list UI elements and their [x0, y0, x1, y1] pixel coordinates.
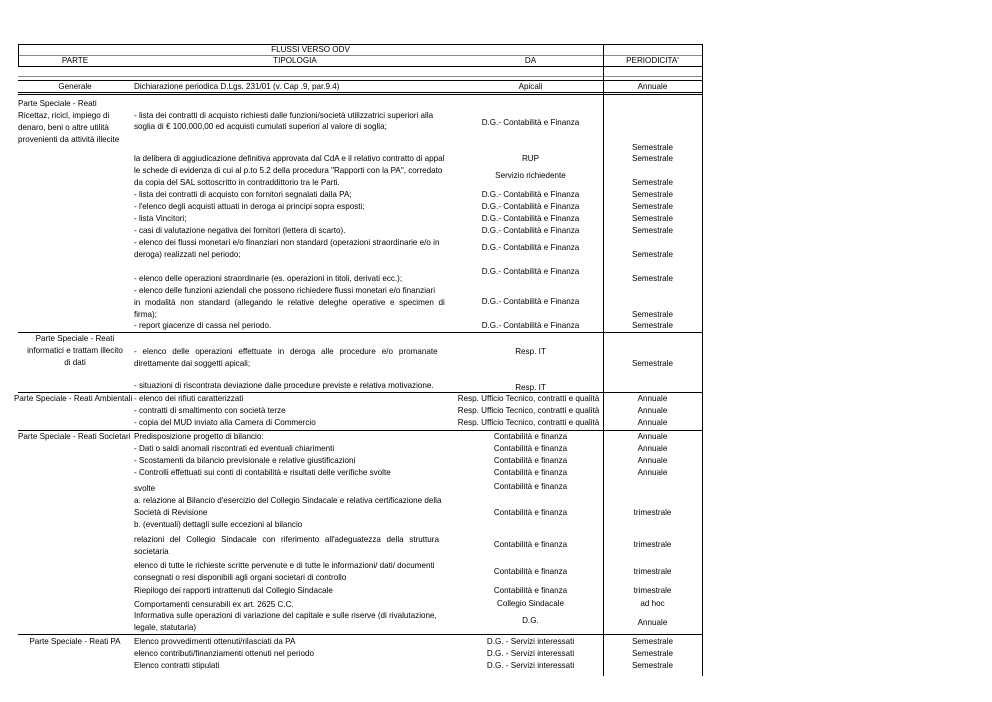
da-cell: D.G. - Servizi interessati [486, 661, 575, 670]
tipologia-cell: - lista dei contratti di acquisto richiesti dalle funzioni/società utilizzatrici superiori alla [134, 111, 434, 120]
tipologia-cell: Dichiarazione periodica D.Lgs. 231/01 (v. Cap .9, par.9.4) [134, 82, 340, 91]
periodicita-cell: Semestrale [632, 202, 673, 211]
parte-ricettazione: denaro, beni o altre utilità [18, 123, 109, 132]
tipologia-cell: - casi di valutazione negativa dei fornitori (lettera di scarto). [134, 226, 346, 235]
da-cell: Apicali [518, 82, 543, 91]
periodicita-cell: Annuale [637, 82, 668, 91]
tipologia-cell: - contratti di smaltimento con società terze [134, 406, 286, 415]
periodicita-cell: Semestrale [632, 250, 673, 259]
parte-ricettazione: Ricettaz, ricicl, impiego di [18, 111, 110, 120]
tipologia-cell: Informativa sulle operazioni di variazione del capitale e sulle riserve (di rivalutazione, [134, 611, 437, 620]
parte-informatici: Parte Speciale - Reati [35, 334, 115, 343]
periodicita-cell: Annuale [637, 406, 668, 415]
da-cell: Resp. Ufficio Tecnico, contratti e qualità [457, 406, 600, 415]
periodicita-cell: Semestrale [632, 154, 673, 163]
da-cell: D.G.- Contabilità e Finanza [481, 226, 580, 235]
parte-ricettazione: Parte Speciale - Reati [18, 99, 97, 108]
tipologia-cell: a. relazione al Bilancio d'esercizio del Collegio Sindacale e relativa certificazione della [134, 496, 442, 505]
parte-ambientali: Parte Speciale - Reati Ambientali [14, 394, 133, 403]
da-cell: Contabilità e finanza [493, 586, 568, 595]
da-cell: Contabilità e finanza [493, 456, 568, 465]
periodicita-cell: Semestrale [632, 321, 673, 330]
tipologia-cell: Elenco provvedimenti ottenuti/rilasciati da PA [134, 637, 296, 646]
periodicita-cell: Semestrale [632, 178, 673, 187]
periodicita-cell: Semestrale [632, 649, 673, 658]
tipologia-cell: Società di Revisione [134, 508, 208, 517]
odv-flow-table [14, 44, 703, 676]
tipologia-cell: - lista dei contratti di acquisto con fornitori segnalati dalla PA; [134, 190, 352, 199]
periodicita-cell: Annuale [637, 444, 668, 453]
da-cell: Contabilità e finanza [493, 482, 568, 491]
tipologia-cell: b. (eventuali) dettagli sulle eccezioni al bilancio [134, 520, 303, 529]
da-cell: Resp. Ufficio Tecnico, contratti e qualità [457, 418, 600, 427]
da-cell: Resp. Ufficio Tecnico, contratti e qualità [457, 394, 600, 403]
tipologia-cell: - copia del MUD inviato alla Camera di Commercio [134, 418, 316, 427]
tipologia-cell: Comportamenti censurabili ex art. 2625 C.C. [134, 600, 294, 609]
row-divider [18, 76, 702, 77]
tipologia-cell: - elenco delle operazioni effettuate in deroga alle procedure e/o promanate [134, 347, 438, 356]
tipologia-cell: firma); [134, 310, 157, 319]
da-cell: Contabilità e finanza [493, 432, 568, 441]
table-title: FLUSSI VERSO ODV [271, 45, 350, 54]
tipologia-cell: direttamente dai soggetti apicali; [134, 359, 251, 368]
tipologia-cell: da copia del SAL sottoscritto in contraddittorio tra le Parti. [134, 178, 340, 187]
tipologia-cell: le schede di evidenza di cui al p.to 5.2 della procedura "Rapporti con la PA", corredato [134, 166, 443, 175]
periodicita-cell: trimestrale [633, 540, 672, 549]
tipologia-cell: societaria [134, 547, 169, 556]
periodicita-cell: Semestrale [632, 310, 673, 319]
tipologia-cell: - elenco delle operazioni straordinarie (es. operazioni in titoli, derivati ecc.); [134, 274, 403, 283]
periodicita-cell: Semestrale [632, 637, 673, 646]
periodicita-cell: Annuale [637, 394, 668, 403]
da-cell: Contabilità e finanza [493, 468, 568, 477]
tipologia-cell: - elenco dei rifiuti caratterizzati [134, 394, 244, 403]
tipologia-cell: - report giacenze di cassa nel periodo. [134, 321, 272, 330]
parte-informatici: informatici e trattam illecito [27, 346, 123, 355]
da-cell: D.G.- Contabilità e Finanza [481, 297, 580, 306]
periodicita-cell: trimestrale [633, 508, 672, 517]
periodicita-cell: Semestrale [632, 661, 673, 670]
tipologia-cell: - situazioni di riscontrata deviazione dalle procedure previste e relativa motivazione. [134, 381, 434, 390]
tipologia-cell: - l'elenco degli acquisti attuati in deroga ai principi sopra esposti; [134, 202, 365, 211]
periodicita-cell: trimestrale [633, 586, 672, 595]
da-cell: D.G. - Servizi interessati [486, 649, 575, 658]
da-cell: RUP [521, 154, 540, 163]
da-cell: D.G.- Contabilità e Finanza [481, 190, 580, 199]
parte-ricettazione: provenienti da attività illecite [18, 135, 120, 144]
tipologia-cell: Riepilogo dei rapporti intrattenuti dal Collegio Sindacale [134, 586, 333, 595]
periodicita-cell: Semestrale [632, 226, 673, 235]
da-cell: D.G.- Contabilità e Finanza [481, 202, 580, 211]
da-cell: D.G. - Servizi interessati [486, 637, 575, 646]
periodicita-cell: Semestrale [632, 143, 673, 152]
tipologia-cell: - Dati o saldi anomali riscontrati ed eventuali chiarimenti [134, 444, 335, 453]
tipologia-cell: - elenco delle funzioni aziendali che possono richiedere flussi monetari e/o finanziari [134, 286, 435, 295]
tipologia-cell: - Scostamenti da bilancio previsionale e relative giustificazioni [134, 456, 356, 465]
parte-informatici: di dati [64, 358, 86, 367]
tipologia-cell: Predisposizione progetto di bilancio: [134, 432, 264, 441]
parte-pa: Parte Speciale - Reati PA [29, 637, 121, 646]
tipologia-cell: consegnati o resi disponibili agli organi societari di controllo [134, 573, 347, 582]
tipologia-cell: - lista Vincitori; [134, 214, 187, 223]
tipologia-cell: elenco di tutte le richieste scritte pervenute e di tutte le informazioni/ dati/ documenti [134, 561, 435, 570]
header-periodicita: PERIODICITA' [626, 56, 679, 65]
periodicita-cell: Semestrale [632, 190, 673, 199]
table-border-right [702, 44, 703, 676]
tipologia-cell: soglia di € 100.000,00 ed acquisti cumulati superiori al valore di soglia; [134, 122, 387, 131]
periodicita-cell: ad hoc [640, 599, 665, 608]
da-cell: D.G.- Contabilità e Finanza [481, 321, 580, 330]
periodicita-cell: trimestrale [633, 567, 672, 576]
periodicita-cell: Annuale [637, 618, 668, 627]
parte-generale: Generale [58, 82, 92, 91]
da-cell: Contabilità e finanza [493, 567, 568, 576]
tipologia-cell: - Controlli effettuati sui conti di contabilità e risultati delle verifiche svolte [134, 468, 391, 477]
header-da: DA [524, 56, 537, 65]
tipologia-cell: relazioni del Collegio Sindacale con riferimento all'adeguatezza della struttura [134, 535, 439, 544]
row-divider [18, 634, 702, 635]
da-cell: Resp. IT [515, 383, 546, 392]
periodicita-cell: Semestrale [632, 274, 673, 283]
da-cell: Contabilità e finanza [493, 540, 568, 549]
periodicita-cell: Semestrale [632, 214, 673, 223]
periodicita-cell: Annuale [637, 456, 668, 465]
tipologia-cell: la delibera di aggiudicazione definitiva approvata dal CdA e il relativo contratto di appal [134, 154, 445, 163]
periodicita-cell: Annuale [637, 418, 668, 427]
row-divider [18, 94, 702, 95]
periodicita-cell: Annuale [637, 468, 668, 477]
tipologia-cell: svolte [134, 484, 156, 493]
tipologia-cell: elenco contributi/finanziamenti ottenuti nel periodo [134, 649, 314, 658]
da-cell: D.G.- Contabilità e Finanza [481, 267, 580, 276]
da-cell: Resp. IT [515, 347, 546, 356]
da-cell: Contabilità e finanza [493, 444, 568, 453]
tipologia-cell: in modalità non standard (allegando le relative deleghe operative e specimen di [134, 298, 445, 307]
header-parte: PARTE [61, 56, 89, 65]
da-cell: D.G.- Contabilità e Finanza [481, 118, 580, 127]
da-cell: Collegio Sindacale [496, 599, 565, 608]
tipologia-cell: deroga) realizzati nel periodo; [134, 250, 241, 259]
da-cell: Contabilità e finanza [493, 508, 568, 517]
periodicita-cell: Annuale [637, 432, 668, 441]
periodicita-cell: Semestrale [632, 359, 673, 368]
da-cell: D.G.- Contabilità e Finanza [481, 214, 580, 223]
da-cell: Servizio richiedente [495, 171, 566, 180]
tipologia-cell: Elenco contratti stipulati [134, 661, 220, 670]
da-cell: D.G. [522, 616, 539, 625]
parte-societari: Parte Speciale - Reati Societari [18, 432, 131, 441]
da-cell: D.G.- Contabilità e Finanza [481, 243, 580, 252]
header-tipologia: TIPOLOGIA [273, 56, 317, 65]
tipologia-cell: - elenco dei flussi monetari e/o finanziari non standard (operazioni straordinarie e/o in [134, 238, 440, 247]
tipologia-cell: legale, statutaria) [134, 623, 197, 632]
